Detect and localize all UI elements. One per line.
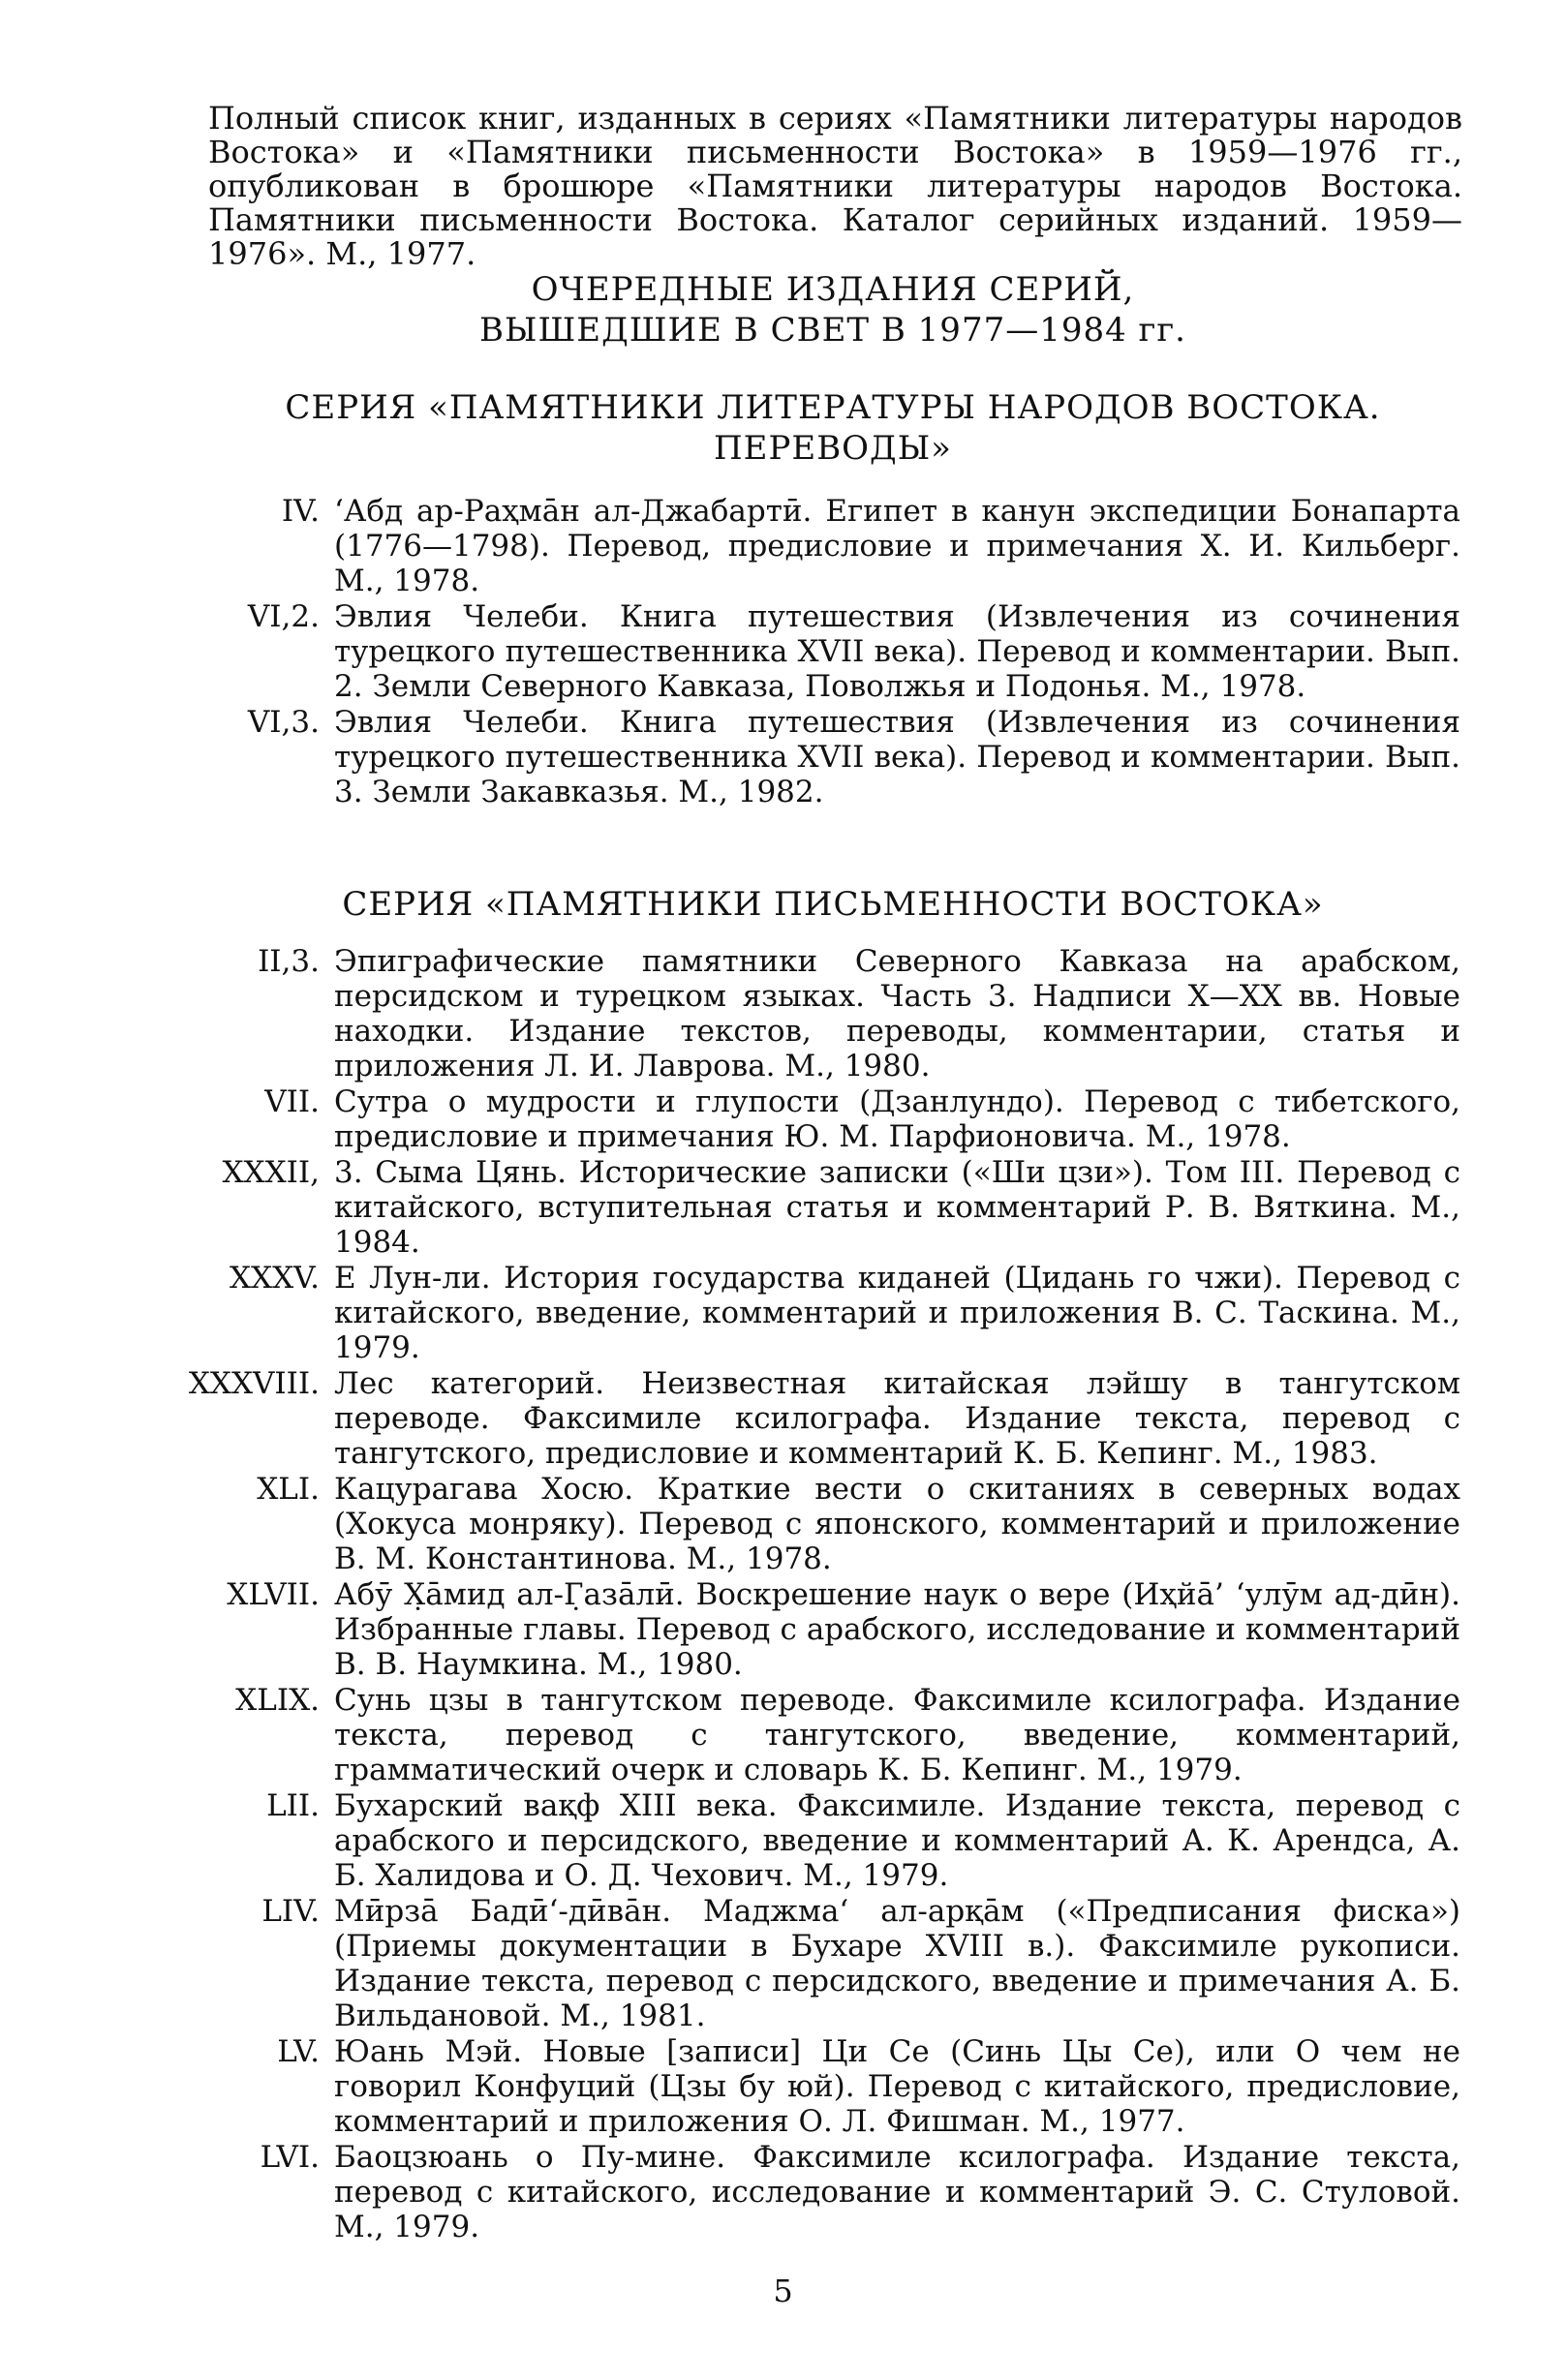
list-item (0, 1084, 1566, 1154)
entry-text: ‘Абд ар-Раҳма̄н ал-Джабартӣ. Египет в канун экспедиции Бонапарта (1776—1798). Перевод, предисловие и примечания Х. И. Кильберг. М., 1978. (334, 494, 1460, 598)
entry-number: VII. (264, 1084, 320, 1119)
series1-heading-line1: СЕРИЯ «ПАМЯТНИКИ ЛИТЕРАТУРЫ НАРОДОВ ВОСТОКА. (285, 388, 1381, 427)
entry-number: XXXVIII. (188, 1366, 320, 1401)
entry-number: II,3. (258, 944, 320, 979)
list-item (0, 1577, 1566, 1682)
entry-number: VI,2. (247, 599, 320, 634)
entry-text: Сутра о мудрости и глупости (Дзанлундо). Перевод с тибетского, предисловие и примечания Ю. М. Парфионовича. М., 1978. (334, 1084, 1460, 1154)
main-heading (194, 269, 1472, 351)
entry-number: VI,3. (247, 705, 320, 740)
series2-entry-list (0, 944, 1566, 2245)
entry-number: XXXV. (229, 1261, 320, 1296)
entry-text: Баоцзюань о Пу-мине. Факсимиле ксилографа. Издание текста, перевод с китайского, исследование и комментарий Э. С. Стуловой. М., 1979. (334, 2140, 1460, 2244)
list-item (0, 1683, 1566, 1787)
list-item (0, 2034, 1566, 2139)
entry-text: Эпиграфические памятники Северного Кавказа на арабском, персидском и турецком языках. Часть 3. Надписи X—XX вв. Новые находки. Издание текстов, переводы, комментарии, статья и приложения Л. И. Лаврова. М., 1980. (334, 944, 1460, 1083)
series1-entry-list (0, 494, 1566, 810)
list-item (0, 705, 1566, 809)
entry-number: XLIX. (235, 1683, 320, 1718)
list-item (0, 1788, 1566, 1893)
entry-number: XLVII. (227, 1577, 320, 1612)
list-item (0, 1261, 1566, 1365)
entry-text: Эвлия Челеби. Книга путешествия (Извлечения из сочинения турецкого путешественника XVII века). Перевод и комментарии. Вып. 3. Земли Закавказья. М., 1982. (334, 705, 1460, 809)
entry-text: 3. Сыма Цянь. Исторические записки («Ши цзи»). Том III. Перевод с китайского, вступительная статья и комментарий Р. В. Вяткина. М., 1984. (334, 1155, 1460, 1260)
main-heading-line2: ВЫШЕДШИЕ В СВЕТ В 1977—1984 гг. (479, 311, 1186, 350)
entry-text: Бухарский вақф XIII века. Факсимиле. Издание текста, перевод с арабского и персидского, введение и комментарий А. К. Арендса, А. Б. Халидова и О. Д. Чехович. М., 1979. (334, 1788, 1460, 1893)
entry-number: LVI. (260, 2140, 320, 2175)
intro-paragraph: Полный список книг, изданных в сериях «Памятники литературы народов Востока» и «Памятники письменности Востока» в 1959—1976 гг., опубликован в брошюре «Памятники литературы народов Востока. Памятники письменности Востока. Каталог серийных изданий. 1959—1976». М., 1977. (208, 100, 1462, 272)
list-item (0, 944, 1566, 1083)
entry-text: Кацурагава Хосю. Краткие вести о скитаниях в северных водах (Хокуса монряку). Перевод с японского, комментарий и приложение В. М. Константинова. М., 1978. (334, 1472, 1460, 1576)
entry-text: Сунь цзы в тангутском переводе. Факсимиле ксилографа. Издание текста, перевод с тангутского, введение, комментарий, грамматический очерк и словарь К. Б. Кепинг. М., 1979. (334, 1683, 1460, 1787)
entry-text: Юань Мэй. Новые [записи] Ци Се (Синь Цы Се), или О чем не говорил Конфуций (Цзы бу юй). Перевод с китайского, предисловие, комментарий и приложения О. Л. Фишман. М., 1977. (334, 2034, 1460, 2139)
list-item (0, 1366, 1566, 1471)
list-item (0, 599, 1566, 704)
entry-text: Эвлия Челеби. Книга путешествия (Извлечения из сочинения турецкого путешественника XVII века). Перевод и комментарии. Вып. 2. Земли Северного Кавказа, Поволжья и Подонья. М., 1978. (334, 599, 1460, 704)
entry-number: IV. (281, 494, 320, 529)
series2-heading: СЕРИЯ «ПАМЯТНИКИ ПИСЬМЕННОСТИ ВОСТОКА» (342, 885, 1324, 924)
list-item (0, 2140, 1566, 2244)
entry-number: LV. (277, 2034, 320, 2069)
main-heading-line1: ОЧЕРЕДНЫЕ ИЗДАНИЯ СЕРИЙ, (531, 270, 1135, 309)
list-item (0, 1472, 1566, 1576)
entry-number: LII. (266, 1788, 320, 1823)
list-item (0, 1155, 1566, 1260)
page-number: 5 (773, 2273, 793, 2309)
list-item (0, 494, 1566, 598)
entry-text: Абӯ Х̣а̄мид ал-Г̣аза̄лӣ. Воскрешение наук о вере (Иҳйа̄’ ‘улӯм ад-дӣн). Избранные главы. Перевод с арабского, исследование и комментарий В. В. Наумкина. М., 1980. (334, 1577, 1460, 1682)
entry-text: Лес категорий. Неизвестная китайская лэйшу в тангутском переводе. Факсимиле ксилографа. Издание текста, перевод с тангутского, предисловие и комментарий К. Б. Кепинг. М., 1983. (334, 1366, 1460, 1471)
entry-number: XXXII, (222, 1155, 320, 1190)
entry-number: XLI. (257, 1472, 320, 1507)
entry-text: Мӣрза̄ Бадӣ‘-дӣва̄н. Маджма‘ ал-арқа̄м («Предписания фиска») (Приемы документации в Бухаре XVIII в.). Факсимиле рукописи. Издание текста, перевод с персидского, введение и примечания А. Б. Вильдановой. М., 1981. (334, 1894, 1460, 2033)
series1-heading-line2: ПЕРЕВОДЫ» (714, 429, 952, 468)
series1-heading (194, 387, 1472, 469)
entry-number: LIV. (261, 1894, 320, 1929)
list-item (0, 1894, 1566, 2033)
entry-text: Е Лун-ли. История государства киданей (Цидань го чжи). Перевод с китайского, введение, комментарий и приложения В. С. Таскина. М., 1979. (334, 1261, 1460, 1365)
